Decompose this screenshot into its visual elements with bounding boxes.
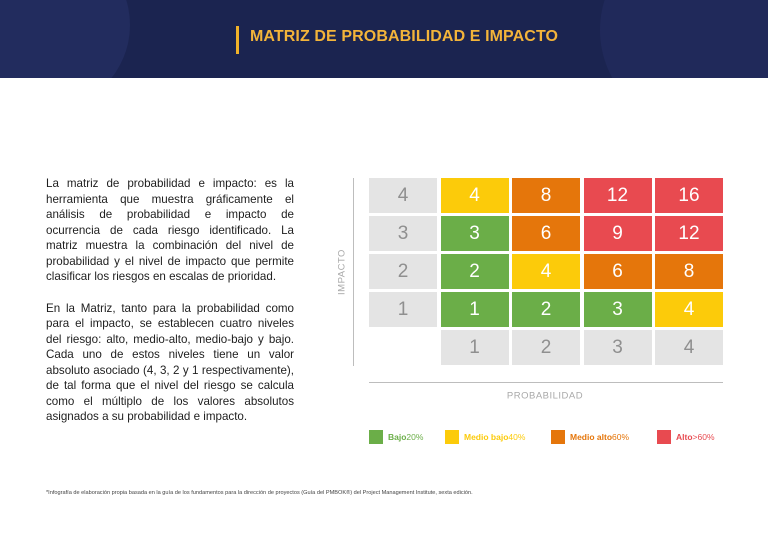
matrix-cell: 3 <box>441 216 509 251</box>
header-banner <box>0 0 768 78</box>
legend-percent: 60% <box>612 432 630 442</box>
legend-item-red <box>657 430 715 444</box>
legend-item-yellow <box>445 430 525 444</box>
matrix-cell: 8 <box>512 178 580 213</box>
legend <box>369 430 725 446</box>
matrix-cell: 4 <box>512 254 580 289</box>
matrix-cell: 6 <box>584 254 652 289</box>
legend-percent: 20% <box>406 432 424 442</box>
probability-level-cell: 2 <box>512 330 580 365</box>
legend-item-orange <box>551 430 629 444</box>
legend-item-green <box>369 430 423 444</box>
header-decoration-circle <box>0 0 130 78</box>
matrix-cell: 1 <box>441 292 509 327</box>
matrix-cell: 9 <box>584 216 652 251</box>
legend-swatch <box>445 430 459 444</box>
legend-label: Alto <box>676 432 693 442</box>
legend-swatch <box>551 430 565 444</box>
risk-matrix <box>369 178 723 365</box>
footnote: *Infografía de elaboración propia basada en la guía de los fundamentos para la dirección de proyectos (Guía del PMBOK®) del Project Management Institute, sexta edición. <box>46 490 473 496</box>
probability-level-cell: 1 <box>441 330 509 365</box>
matrix-cell: 4 <box>441 178 509 213</box>
impact-level-cell: 3 <box>369 216 437 251</box>
legend-swatch <box>369 430 383 444</box>
title-accent-bar <box>236 26 239 54</box>
legend-percent: 40% <box>508 432 526 442</box>
probability-level-cell: 3 <box>584 330 652 365</box>
legend-label: Medio bajo <box>464 432 509 442</box>
matrix-cell: 3 <box>584 292 652 327</box>
impact-level-cell: 2 <box>369 254 437 289</box>
matrix-cell: 2 <box>512 292 580 327</box>
probability-level-cell: 4 <box>655 330 723 365</box>
header-decoration-circle <box>600 0 768 78</box>
page-title: MATRIZ DE PROBABILIDAD E IMPACTO <box>250 28 559 45</box>
matrix-cell: 4 <box>655 292 723 327</box>
matrix-cell: 6 <box>512 216 580 251</box>
matrix-cell: 12 <box>655 216 723 251</box>
legend-swatch <box>657 430 671 444</box>
description-text <box>46 176 294 425</box>
matrix-cell: 8 <box>655 254 723 289</box>
description-paragraph-1: La matriz de probabilidad e impacto: es la herramienta que muestra gráficamente el análisis de probabilidad e impacto de ocurrencia de cada riesgo identificado. La matriz muestra la combinación del nivel de probabilidad y el nivel de impacto que permite clasificar los riesgos en escalas de prioridad. <box>46 177 294 283</box>
probability-axis-line <box>369 382 723 383</box>
legend-label: Medio alto <box>570 432 613 442</box>
impact-level-cell: 1 <box>369 292 437 327</box>
legend-label: Bajo <box>388 432 407 442</box>
matrix-cell: 16 <box>655 178 723 213</box>
description-paragraph-2: En la Matriz, tanto para la probabilidad como para el impacto, se establecen cuatro niveles del riesgo: alto, medio-alto, medio-bajo y bajo. Cada uno de estos niveles tiene un valor absoluto asociado (4, 3, 2 y 1 respectivamente), de tal forma que el nivel del riesgo se calcula como el múltiplo de los valores absolutos asignados a su probabilidad e impacto. <box>46 301 294 423</box>
probability-axis-label: PROBABILIDAD <box>506 390 584 402</box>
impact-axis-line <box>353 178 354 366</box>
impact-level-cell: 4 <box>369 178 437 213</box>
matrix-corner-spacer <box>369 330 437 365</box>
matrix-cell: 12 <box>584 178 652 213</box>
impact-axis-label: IMPACTO <box>336 249 348 295</box>
matrix-cell: 2 <box>441 254 509 289</box>
legend-percent: >60% <box>692 432 715 442</box>
